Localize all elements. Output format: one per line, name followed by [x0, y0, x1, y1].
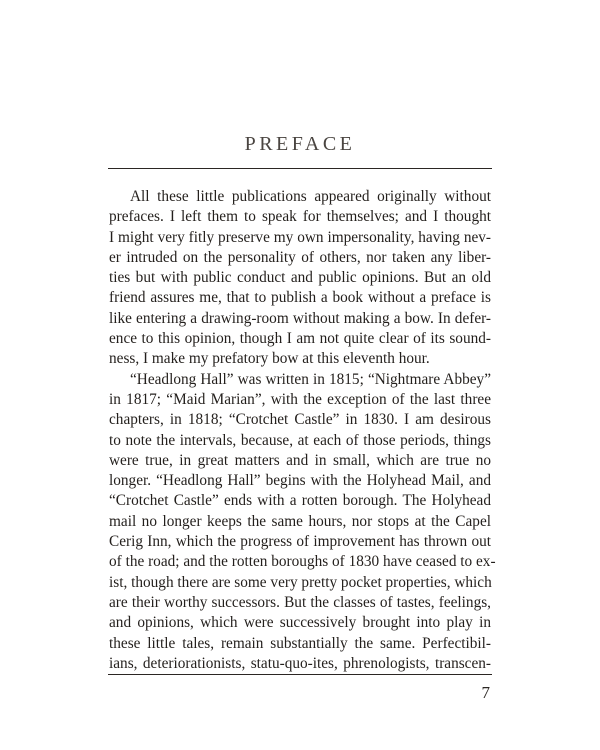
text-line: these little tales, remain substantially the same. Perfectibil- — [109, 634, 491, 652]
text-line: Cerig Inn, which the progress of improvement has thrown out — [109, 533, 491, 551]
text-line: mail no longer keeps the same hours, nor stops at the Capel — [109, 512, 491, 530]
bottom-rule — [108, 674, 492, 675]
text-line: ence to this opinion, though I am not quite clear of its sound- — [109, 330, 491, 348]
text-line: of the road; and the rotten boroughs of 1830 have ceased to ex- — [109, 553, 496, 571]
text-line: All these little publications appeared originally without — [130, 188, 491, 205]
text-line: like entering a drawing-room without making a bow. In defer- — [109, 309, 491, 327]
text-line: prefaces. I left them to speak for themselves; and I thought — [109, 208, 491, 226]
text-line: “Crotchet Castle” ends with a rotten borough. The Holyhead — [109, 492, 491, 510]
page-title: PREFACE — [244, 133, 356, 155]
text-line: ist, though there are some very pretty pocket properties, which — [109, 573, 492, 591]
text-line: friend assures me, that to publish a book without a preface is — [109, 289, 491, 307]
text-line: ians, deteriorationists, statu-quo-ites, phrenologists, transcen- — [109, 654, 491, 672]
text-line: longer. “Headlong Hall” begins with the Holyhead Mail, and — [109, 472, 491, 490]
text-line: were true, in great matters and in small, which are true no — [109, 451, 491, 469]
page-number: 7 — [481, 683, 490, 702]
text-line: I might very fitly preserve my own impersonality, having nev- — [109, 228, 491, 246]
text-line: er intruded on the personality of others, nor taken any liber- — [109, 248, 491, 266]
text-line: ness, I make my prefatory bow at this eleventh hour. — [109, 350, 430, 368]
top-rule — [108, 168, 492, 169]
text-line: to note the intervals, because, at each of those periods, things — [109, 431, 491, 449]
text-line: and opinions, which were successively brought into play in — [109, 614, 491, 632]
text-line: chapters, in 1818; “Crotchet Castle” in 1830. I am desirous — [109, 411, 491, 429]
text-line: in 1817; “Maid Marian”, with the exception of the last three — [109, 390, 491, 408]
text-line: ties but with public conduct and public opinions. But an old — [109, 269, 491, 287]
preface-text — [109, 187, 496, 674]
text-line: “Headlong Hall” was written in 1815; “Nightmare Abbey” — [130, 370, 491, 388]
text-line: are their worthy successors. But the classes of tastes, feelings, — [109, 593, 491, 611]
